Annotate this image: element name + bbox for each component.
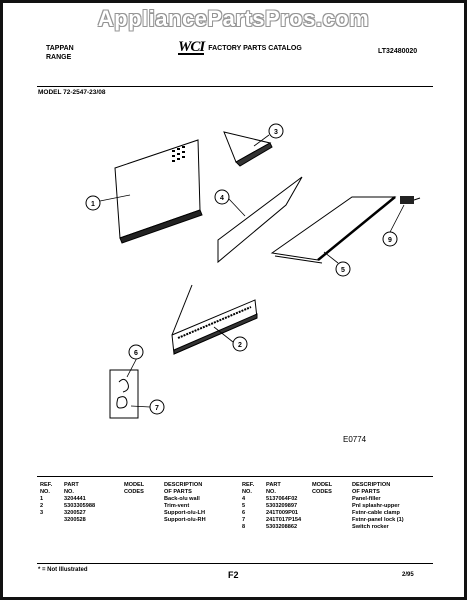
footer-divider	[37, 563, 433, 564]
table-cell: 8	[242, 524, 246, 530]
callout-5	[336, 262, 350, 276]
table-cell: Trim-vent	[164, 503, 190, 509]
table-cell: 5	[242, 503, 246, 509]
header-description: DESCRIPTION OF PARTS	[164, 482, 203, 495]
callout-9	[383, 232, 397, 246]
callout-3	[269, 124, 283, 138]
table-cell: Support-o/u-LH	[164, 510, 206, 516]
col-model-codes	[312, 482, 348, 496]
col-part	[64, 482, 120, 524]
callout-5-label: 5	[341, 267, 345, 274]
brand-line-1: TAPPAN	[46, 45, 74, 52]
page-number: F2	[228, 570, 239, 580]
callout-2	[233, 337, 247, 351]
col-ref	[242, 482, 262, 531]
header-part: PART NO.	[64, 482, 79, 495]
table-cell: Fstnr-panel lock (1)	[352, 517, 404, 523]
header-description: DESCRIPTION OF PARTS	[352, 482, 391, 495]
table-cell: Back-o/u wall	[164, 496, 200, 502]
callout-6	[129, 345, 143, 359]
part-splash-panel	[272, 197, 395, 263]
callout-9-label: 9	[388, 237, 392, 244]
table-cell: 4	[242, 496, 246, 502]
catalog-title: FACTORY PARTS CATALOG	[208, 44, 302, 52]
header-model-codes: MODEL CODES	[124, 482, 145, 495]
callout-6-label: 6	[134, 350, 138, 357]
table-cell: Fstnr-cable clamp	[352, 510, 400, 516]
table-cell: 7	[242, 517, 246, 523]
callout-3-label: 3	[274, 129, 278, 136]
table-cell: 5303305988	[64, 503, 96, 509]
print-date: 2/95	[402, 572, 414, 578]
table-cell: Support-o/u-RH	[164, 517, 206, 523]
callout-4-label: 4	[220, 195, 224, 202]
header-part: PART NO.	[266, 482, 281, 495]
part-switch	[400, 196, 420, 204]
callout-2-label: 2	[238, 342, 242, 349]
col-description	[352, 482, 434, 531]
table-cell: Panel-filler	[352, 496, 381, 502]
table-cell: Switch rocker	[352, 524, 389, 530]
table-top-divider	[37, 476, 433, 477]
callout-1-label: 1	[91, 201, 95, 208]
table-cell: 3200527	[64, 510, 86, 516]
table-cell: 3200528	[64, 517, 86, 523]
header-model-codes: MODEL CODES	[312, 482, 333, 495]
table-cell: 241T009P01	[266, 510, 299, 516]
part-support	[224, 132, 272, 166]
table-cell: 241T017P154	[266, 517, 302, 523]
part-back-wall	[115, 140, 202, 243]
table-cell: Pnl splashr-upper	[352, 503, 400, 509]
catalog-code: LT32480020	[378, 48, 418, 55]
table-cell: 5303209897	[266, 503, 298, 509]
watermark-text: AppliancePartsPros.com	[97, 6, 370, 31]
brand-line-2: RANGE	[46, 54, 72, 61]
table-cell	[40, 517, 60, 524]
header-ref: REF. NO.	[242, 482, 255, 495]
callout-7-label: 7	[155, 405, 159, 412]
table-cell: 6	[242, 510, 246, 516]
table-cell: 5303208862	[266, 524, 298, 530]
wci-logo: WCI	[178, 39, 205, 55]
callout-1	[86, 196, 100, 210]
header-ref: REF. NO.	[40, 482, 53, 495]
table-cell: 3204441	[64, 496, 86, 502]
table-cell: 2	[40, 503, 44, 509]
table-cell: 1	[40, 496, 44, 502]
col-ref	[40, 482, 60, 524]
table-cell: 3	[40, 510, 44, 516]
col-description	[164, 482, 236, 524]
model-number: MODEL 72-2547-23/08	[38, 89, 106, 96]
callout-7	[150, 400, 164, 414]
footnote: * = Not Illustrated	[38, 567, 88, 573]
part-clamp-lock	[110, 370, 138, 418]
callout-4	[215, 190, 229, 204]
figure-code: E0774	[343, 435, 367, 444]
col-model-codes	[124, 482, 160, 496]
table-cell: 5137064F02	[266, 496, 298, 502]
